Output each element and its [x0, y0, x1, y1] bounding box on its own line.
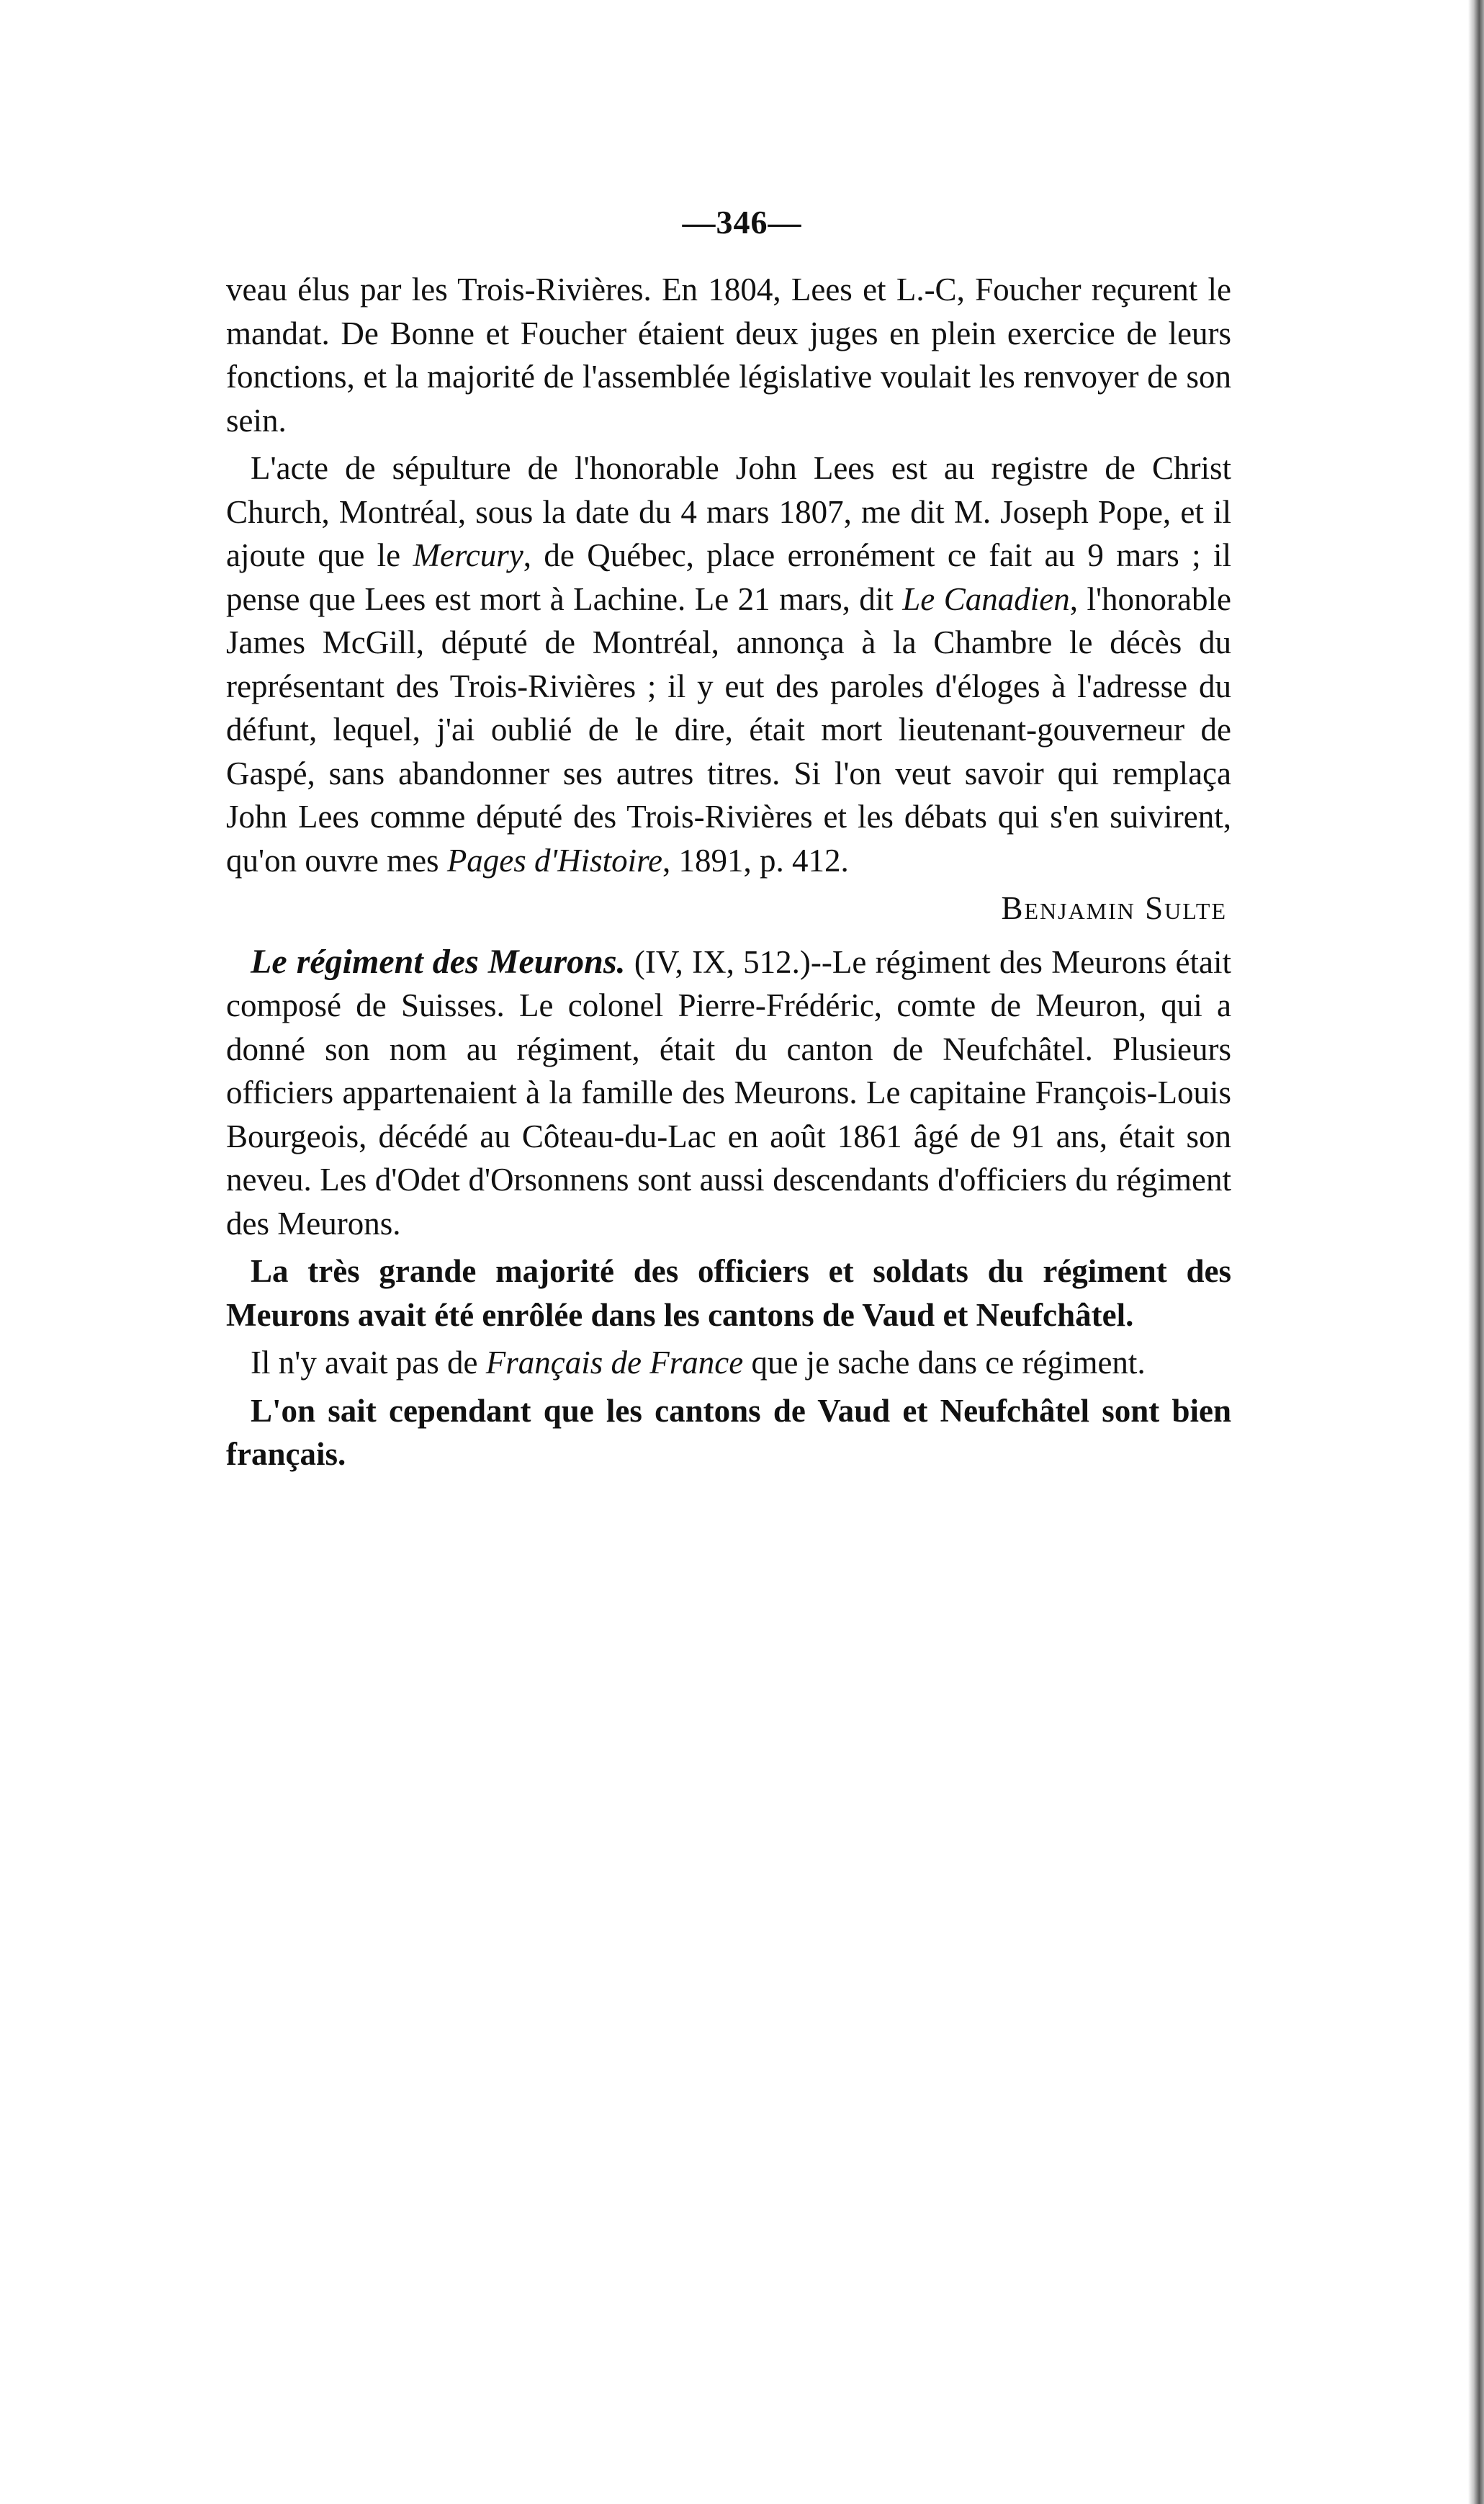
entry-heading: Le régiment des Meurons.	[251, 942, 626, 981]
paragraph-french-of-france	[226, 1341, 1231, 1385]
newspaper-title-mercury: Mercury	[413, 537, 523, 573]
paragraph-continuation: veau élus par les Trois-Rivières. En 1804, Lees et L.-C, Foucher reçurent le mandat. De Bonne et Foucher étaient deux juges en plein exercice de leurs fonctions, et la majorité de l'assemblée législative voulait les renvoyer de son sein.	[226, 272, 1231, 439]
page-edge-shadow	[1468, 0, 1484, 2504]
paragraph-text: Il n'y avait pas de	[251, 1345, 478, 1381]
paragraph-majority: La très grande majorité des officiers et soldats du régiment des Meurons avait été enrôlée dans les cantons de Vaud et Neufchâtel.	[226, 1253, 1231, 1333]
entry-regiment-meurons	[226, 941, 1231, 1246]
paragraph-conclusion: L'on sait cependant que les cantons de Vaud et Neufchâtel sont bien français.	[226, 1392, 1231, 1472]
emphasis-francais-de-france: Français de France	[485, 1345, 744, 1381]
paragraph-burial-record	[226, 446, 1231, 882]
entry-text: Le régiment des Meurons était composé de Suisses. Le colonel Pierre-Frédéric, comte de Meuron, qui a donné son nom au régiment, était du canton de Neufchâtel. Plusieurs officiers appartenaient à la famille des Meurons. Le capitaine François-Louis Bourgeois, décédé au Côteau-du-Lac en août 1861 âgé de 91 ans, était son neveu. Les d'Odet d'Orsonnens sont aussi descendants d'officiers du régiment des Meurons.	[226, 943, 1232, 1242]
author-signature: Benjamin Sulte	[1001, 890, 1227, 926]
text-body	[226, 268, 1231, 1481]
paragraph-text: , de Québec, place erronément ce fait au 9 mars ; il pense que Lees est mort à Lachine. Le 21 mars, dit	[226, 537, 1231, 617]
paragraph-text: , l'honorable James McGill, député de Montréal, annonça à la Chambre le décès du représentant des Trois-Rivières ; il y eut des paroles d'éloges à l'adresse du défunt, lequel, j'ai oublié de le dire, était mort lieutenant-gouverneur de Gaspé, sans abandonner ses autres titres. Si l'on veut savoir qui remplaça John Lees comme député des Trois-Rivières et les débats qui s'en suivirent, qu'on ouvre mes	[226, 580, 1231, 879]
paragraph-text: , 1891, p. 412.	[662, 842, 849, 879]
page-number: —346—	[682, 204, 802, 241]
paragraph-text: L'acte de sépulture de l'honorable John Lees est au registre de Christ Church, Montréal, sous la date du 4 mars 1807, me dit M. Joseph Pope, et il ajoute que le	[226, 450, 1231, 573]
entry-reference: (IV, IX, 512.)--	[634, 943, 832, 980]
book-title-pages-histoire: Pages d'Histoire	[446, 842, 662, 879]
paragraph-text: que je sache dans ce régiment.	[751, 1345, 1146, 1381]
newspaper-title-canadien: Le Canadien	[902, 580, 1070, 617]
